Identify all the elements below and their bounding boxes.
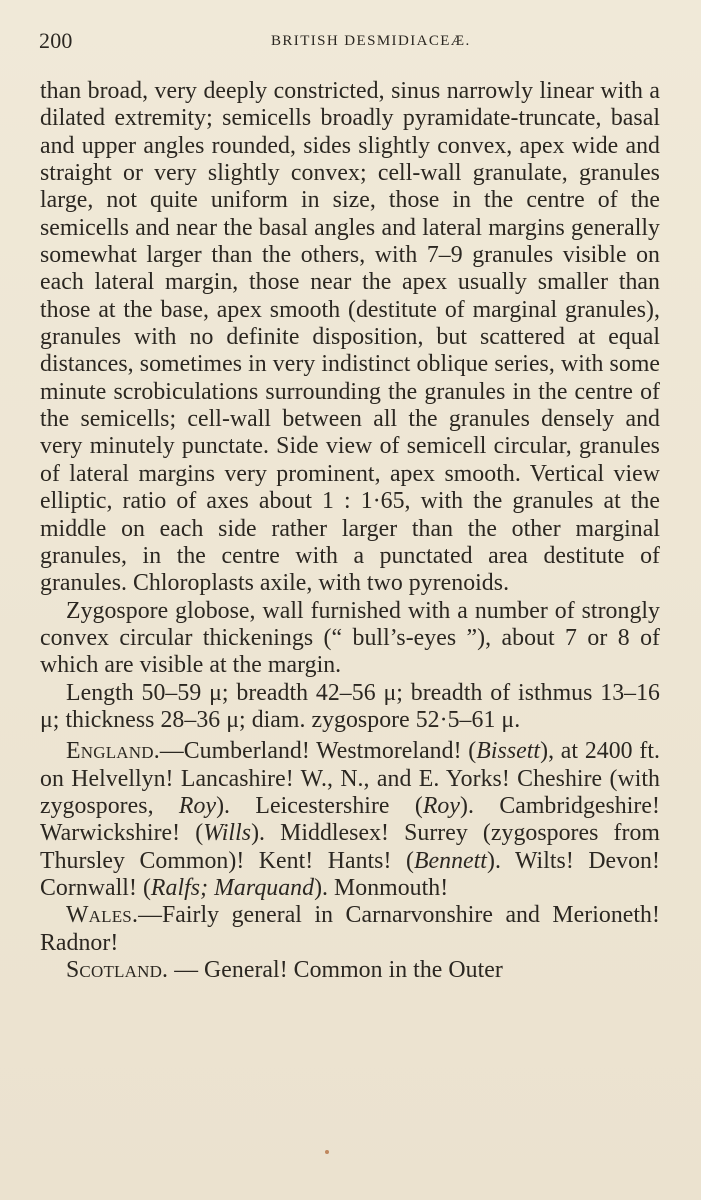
collector-roy-2: Roy bbox=[422, 792, 460, 819]
england-text-c: ). Leicestershire ( bbox=[216, 792, 423, 819]
england-text-a: —Cumberland! Westmoreland! ( bbox=[159, 738, 477, 765]
england-text-d: ). Cambridgeshire! Warwickshire! ( bbox=[40, 792, 660, 847]
page-number: 200 bbox=[39, 28, 73, 53]
page-header bbox=[39, 28, 661, 56]
collector-ralfs-marquand: Ralfs; Marquand bbox=[150, 874, 315, 901]
england-text-b: ), at 2400 ft. on Helvellyn! Lancashire! W., N., and E. Yorks! Cheshire (with zygospores, bbox=[40, 738, 660, 819]
england-text-g: ). Monmouth! bbox=[314, 874, 449, 901]
zygospore-paragraph: Zygospore globose, wall furnished with a number of strongly convex circular thickenings (“ bull’s-eyes ”), about 7 or 8 of which are visible at the margin. bbox=[40, 597, 660, 679]
collector-bissett: Bissett bbox=[476, 738, 541, 765]
england-text-f: ). Wilts! Devon! Cornwall! ( bbox=[40, 847, 660, 901]
body-text bbox=[40, 78, 660, 984]
description-paragraph: than broad, very deeply constricted, sinus narrowly linear with a dilated extremity; semicells broadly pyramidate-truncate, basal and upper angles rounded, sides slightly convex, apex wide and straight or very slightly convex; cell-wall granulate, granules large, not quite uniform in size, those in the centre of the semicells and near the basal angles and lateral margins generally somewhat larger than the others, with 7–9 granules visible on each lateral margin, those near the apex usually smaller than those at the base, apex smooth (destitute of marginal granules), granules with no definite disposition, but scattered at equal distances, sometimes in very indistinct oblique series, with some minute scrobiculations surrounding the granules in the centre of the semicells; cell-wall between all the granules densely and very minutely punctate. Side view of semicell circular, granules of lateral margins very prominent, apex smooth. Vertical view elliptic, ratio of axes about 1 : 1·65, with the granules at the middle on each side rather larger than the other marginal granules, in the centre with a punctated area destitute of granules. Chloroplasts axile, with two pyrenoids. bbox=[40, 78, 660, 597]
scotland-distribution-paragraph bbox=[40, 957, 660, 984]
wales-text: —Fairly general in Carnarvonshire and Merioneth! Radnor! bbox=[40, 902, 660, 956]
scotland-text: — General! Common in the Outer bbox=[168, 957, 503, 983]
measurements-paragraph: Length 50–59 μ; breadth 42–56 μ; breadth of isthmus 13–16 μ; thickness 28–36 μ; diam. zygospore 52·5–61 μ. bbox=[40, 679, 660, 733]
collector-roy-1: Roy bbox=[178, 792, 217, 819]
collector-wills: Wills bbox=[203, 820, 252, 847]
region-label-wales: Wales. bbox=[66, 902, 139, 929]
england-text-e: ). Middlesex! Surrey (zygospores from Thursley Common)! Kent! Hants! ( bbox=[40, 820, 660, 874]
region-label-england: England. bbox=[66, 738, 160, 765]
running-head: BRITISH DESMIDIACEÆ. bbox=[271, 33, 471, 49]
england-distribution-paragraph bbox=[40, 738, 660, 902]
wales-distribution-paragraph bbox=[40, 902, 660, 957]
region-label-scotland: Scotland. bbox=[66, 957, 169, 983]
ink-speck bbox=[325, 1150, 329, 1154]
collector-bennett: Bennett bbox=[413, 847, 487, 874]
